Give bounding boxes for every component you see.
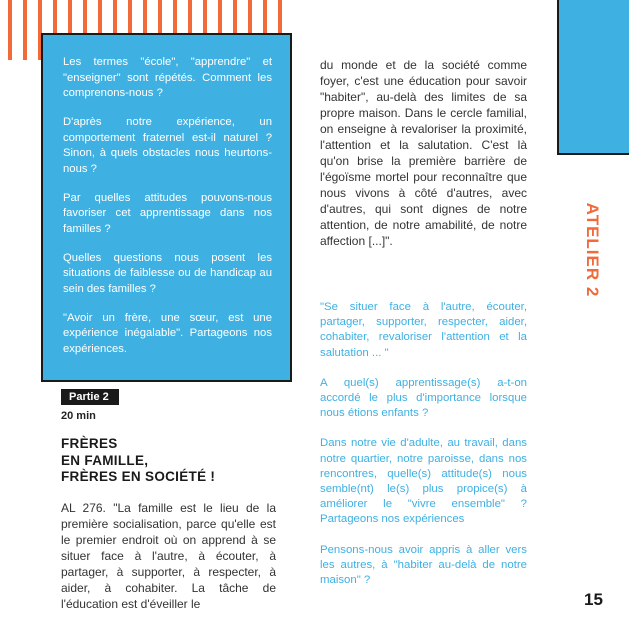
questions-box: [41, 33, 292, 382]
reflection-2: A quel(s) apprentissage(s) a-t-on accordé le plus d'importance lorsque nous étions enfants ?: [320, 376, 527, 420]
question-4: Quelles questions nous posent les situations de faiblesse ou de handicap au sein des familles ?: [63, 251, 272, 295]
right-body-paragraph: du monde et de la société comme foyer, c'est une éducation pour savoir "habiter", au-delà des limites de sa propre maison. Dans le cercle familial, on enseigne à revaloriser la proximité, l'attention et la salutation. C'est là qu'on brise la première barrière de l'égoïsme mortel pour reconnaître que nous vivons à côté d'autres, avec d'autres, qui sont dignes de notre attention, de notre amabilité, de notre affection [...]".: [320, 58, 527, 248]
left-body-paragraph: AL 276. "La famille est le lieu de la première socialisation, parce qu'elle est le premier endroit où on apprend à se situer face à l'autre, à écouter, à partager, à supporter, à respecter, à aider, à cohabiter. La tâche de l'éducation est d'éveiller le: [61, 501, 276, 611]
title-line-3: FRÈRES EN SOCIÉTÉ !: [61, 469, 216, 484]
question-3: Par quelles attitudes pouvons-nous favoriser cet apprentissage dans nos familles ?: [63, 191, 272, 235]
corner-panel: [557, 0, 629, 155]
part-badge: Partie 2: [61, 389, 119, 405]
title-line-2: EN FAMILLE,: [61, 452, 149, 468]
reflection-4: Pensons-nous avoir appris à aller vers les autres, à "habiter au-delà de notre maison" ?: [320, 543, 527, 587]
atelier-label: ATELIER 2: [583, 202, 602, 298]
left-body-text: [61, 500, 276, 612]
reflection-questions: [320, 300, 527, 603]
title-line-1: FRÈRES: [61, 436, 118, 451]
reflection-3: Dans notre vie d'adulte, au travail, dans notre quartier, notre paroisse, dans nos rencontres, quelle(s) attitude(s) nous semble(nt) le(s) plus propice(s) à améliorer le "vivre ensemble" ? Partageons nos expériences: [320, 437, 527, 526]
question-2: D'après notre expérience, un comportement fraternel est-il naturel ? Sinon, à quels obstacles nous heurtons-nous ?: [63, 116, 272, 175]
right-body-text: [320, 57, 527, 249]
duration: 20 min: [61, 410, 96, 422]
reflection-1: "Se situer face à l'autre, écouter, partager, supporter, respecter, aider, cohabiter, revaloriser l'attention et la salutation ... ": [320, 301, 527, 359]
page-number: 15: [584, 590, 603, 609]
section-title: [61, 436, 291, 486]
side-label: [572, 200, 612, 300]
question-1: Les termes "école", "apprendre" et "enseigner" sont répétés. Comment les comprenons-nous ?: [63, 56, 272, 99]
question-5: "Avoir un frère, une sœur, est une expérience inégalable". Partageons nos expériences.: [63, 311, 272, 355]
